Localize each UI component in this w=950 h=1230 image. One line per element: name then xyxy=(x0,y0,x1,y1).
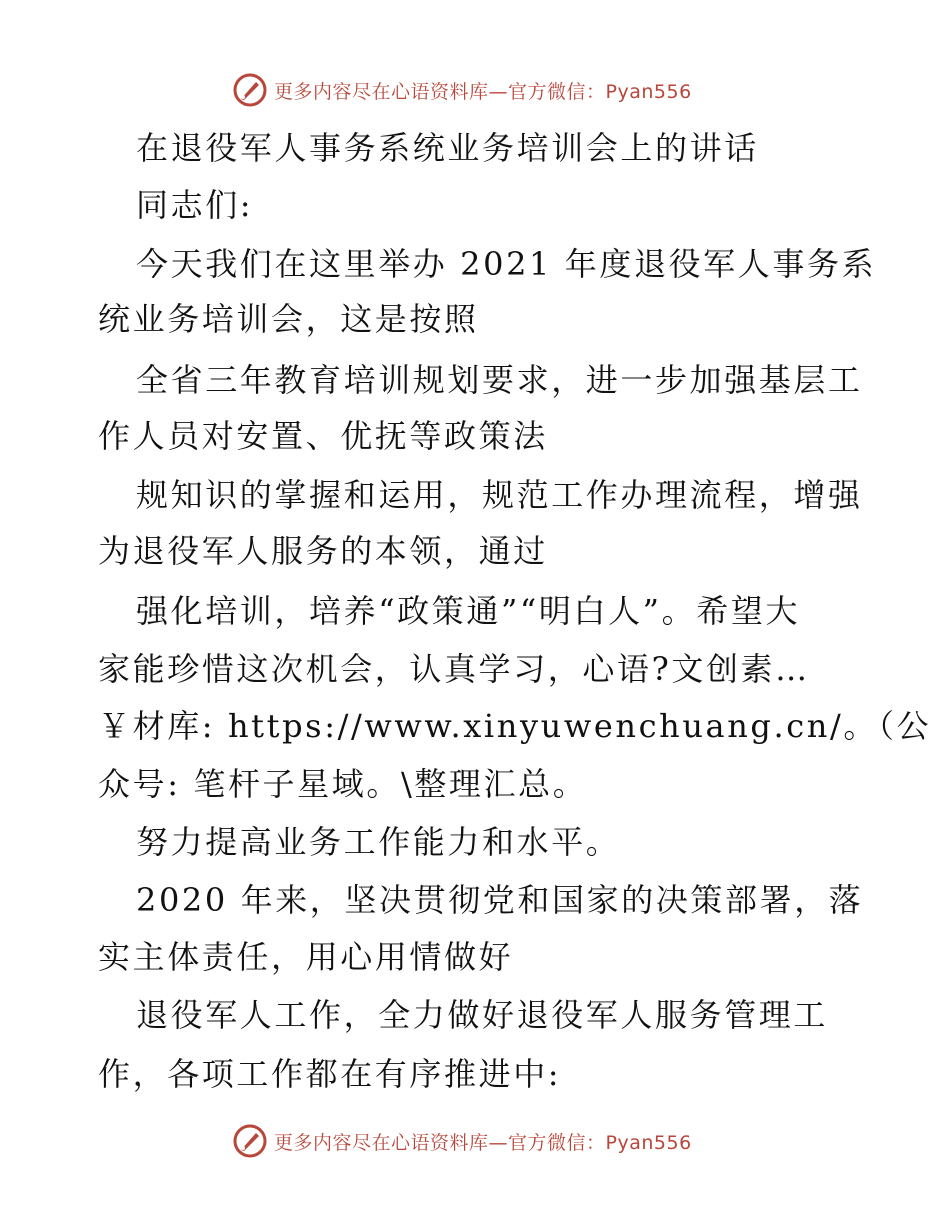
paragraph-line: 今天我们在这里举办 2021 年度退役军人事务系 xyxy=(136,245,877,283)
quill-pen-circle-icon xyxy=(232,1123,268,1159)
paragraph-line: 为退役军人服务的本领，通过 xyxy=(98,532,548,570)
footer-watermark-banner xyxy=(232,1121,692,1161)
paragraph-line: 众号: 笔杆子星域。\整理汇总。 xyxy=(98,765,588,803)
paragraph-line: 规知识的掌握和运用，规范工作办理流程，增强 xyxy=(136,476,863,514)
paragraph-line: ￥材库: https://www.xinyuwenchuang.cn/。（公 xyxy=(98,707,932,745)
paragraph-line: 全省三年教育培训规划要求，进一步加强基层工 xyxy=(136,361,863,399)
paragraph-line: 强化培训，培养“政策通”“明白人”。希望大 xyxy=(136,592,801,630)
paragraph-line: 退役军人工作，全力做好退役军人服务管理工 xyxy=(136,996,829,1034)
document-title: 在退役军人事务系统业务培训会上的讲话 xyxy=(136,129,759,167)
paragraph-line: 努力提高业务工作能力和水平。 xyxy=(136,823,621,861)
banner-text: 更多内容尽在心语资料库—官方微信：Pyan556 xyxy=(274,1131,692,1154)
salutation: 同志们: xyxy=(136,186,254,224)
paragraph-line: 实主体责任，用心用情做好 xyxy=(98,938,514,976)
paragraph-line: 2020 年来，坚决贯彻党和国家的决策部署，落 xyxy=(136,881,864,919)
paragraph-line: 作人员对安置、优抚等政策法 xyxy=(98,417,548,455)
paragraph-line: 作，各项工作都在有序推进中: xyxy=(98,1055,562,1093)
paragraph-line: 家能珍惜这次机会，认真学习，心语?文创素… xyxy=(98,650,810,688)
paragraph-line: 统业务培训会，这是按照 xyxy=(98,300,479,338)
banner-text: 更多内容尽在心语资料库—官方微信：Pyan556 xyxy=(274,80,692,103)
